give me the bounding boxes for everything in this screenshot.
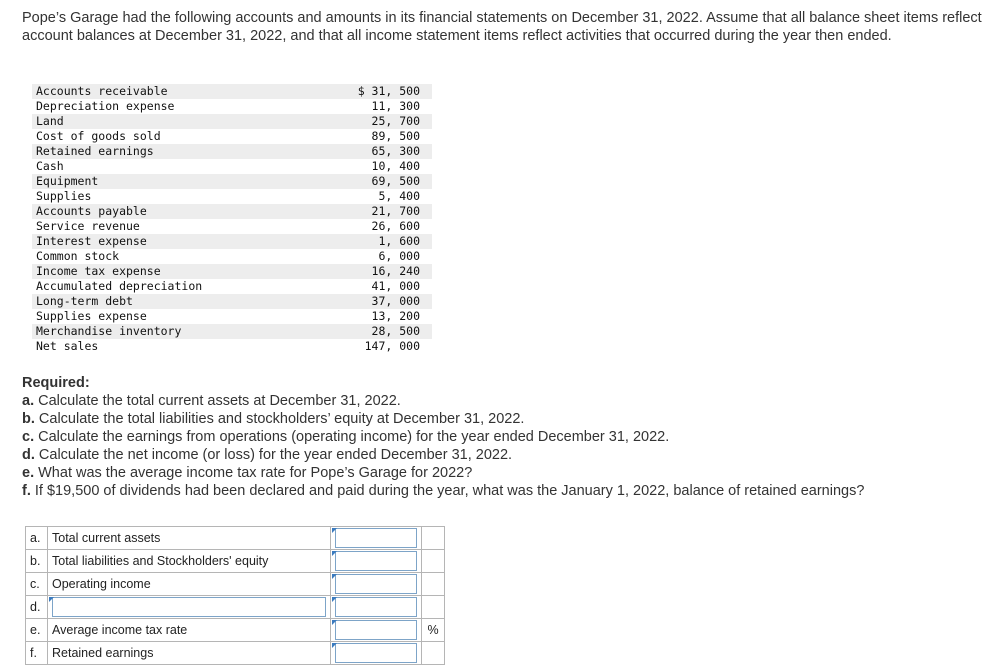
answer-unit — [422, 550, 445, 573]
required-text: If $19,500 of dividends had been declared and paid during the year, what was the January 1, 2022, balance of retained earnings? — [34, 483, 865, 499]
answer-row-a — [26, 527, 445, 550]
table-row — [32, 159, 432, 174]
table-row — [32, 234, 432, 249]
answer-label-cell — [48, 596, 331, 619]
table-row — [32, 204, 432, 219]
answer-letter: c. — [26, 573, 48, 596]
account-amount: 25, 700 — [308, 114, 432, 129]
required-item-b — [22, 410, 982, 428]
required-letter: e. — [22, 465, 35, 481]
table-row — [32, 279, 432, 294]
required-title: Required: — [22, 375, 90, 391]
answer-label: Operating income — [48, 573, 331, 596]
account-amount: 89, 500 — [371, 129, 420, 143]
flag-icon — [332, 574, 337, 579]
answer-row-f — [26, 642, 445, 665]
account-name: Land — [32, 114, 308, 129]
account-amount: 6, 000 — [378, 249, 420, 263]
account-name: Accumulated depreciation — [36, 279, 203, 293]
account-amount: $ 31, 500 — [308, 84, 432, 99]
problem-intro: Pope’s Garage had the following accounts and amounts in its financial statements on December 31, 2022. Assume that all balance sheet items reflect account balances at December 31, 2022, and that all income statement items reflect activities that occurred during the year then ended. — [22, 10, 982, 44]
answer-cell — [331, 619, 422, 642]
answer-row-c — [26, 573, 445, 596]
table-row — [32, 144, 432, 159]
table-row — [32, 219, 432, 234]
answer-letter: f. — [26, 642, 48, 665]
answer-label: Total liabilities and Stockholders' equity — [48, 550, 331, 573]
account-name: Depreciation expense — [36, 99, 175, 113]
account-name: Accounts payable — [32, 204, 308, 219]
account-name: Income tax expense — [32, 264, 308, 279]
answer-label: Average income tax rate — [48, 619, 331, 642]
required-text: Calculate the total current assets at December 31, 2022. — [38, 393, 401, 409]
table-row — [32, 294, 432, 309]
retained-earnings-input[interactable] — [335, 643, 417, 663]
account-name: Retained earnings — [32, 144, 308, 159]
answer-unit — [422, 573, 445, 596]
total-liabilities-equity-input[interactable] — [335, 551, 417, 571]
net-income-label-input[interactable] — [52, 597, 326, 617]
account-amount: 65, 300 — [308, 144, 432, 159]
account-amount: 10, 400 — [371, 159, 420, 173]
answer-cell — [331, 642, 422, 665]
required-text: What was the average income tax rate for Pope’s Garage for 2022? — [38, 465, 473, 481]
account-amount: 28, 500 — [308, 324, 432, 339]
required-letter: a. — [22, 393, 35, 409]
account-amount: 11, 300 — [371, 99, 420, 113]
account-name: Net sales — [36, 339, 99, 353]
flag-icon — [332, 528, 337, 533]
answer-unit — [422, 527, 445, 550]
account-amount: 21, 700 — [308, 204, 432, 219]
answer-cell — [331, 596, 422, 619]
account-name: Cost of goods sold — [36, 129, 161, 143]
required-text: Calculate the total liabilities and stockholders’ equity at December 31, 2022. — [38, 411, 525, 427]
answer-unit — [422, 596, 445, 619]
table-row — [32, 129, 432, 144]
flag-icon — [332, 643, 337, 648]
account-name: Long-term debt — [32, 294, 308, 309]
flag-icon — [49, 597, 54, 602]
table-row — [32, 249, 432, 264]
account-name: Interest expense — [32, 234, 308, 249]
table-row — [32, 84, 432, 99]
answer-letter: a. — [26, 527, 48, 550]
account-name: Supplies — [36, 189, 92, 203]
answer-letter: d. — [26, 596, 48, 619]
answer-unit: % — [422, 619, 445, 642]
account-amount: 5, 400 — [378, 189, 420, 203]
required-letter: c. — [22, 429, 35, 445]
answer-row-e — [26, 619, 445, 642]
required-item-f — [22, 482, 982, 500]
answer-cell — [331, 573, 422, 596]
table-row — [32, 339, 432, 354]
table-row — [32, 264, 432, 279]
account-amount: 37, 000 — [308, 294, 432, 309]
table-row — [32, 174, 432, 189]
required-text: Calculate the earnings from operations (operating income) for the year ended December 31, 2022. — [38, 429, 670, 445]
table-row — [32, 324, 432, 339]
accounts-table — [32, 84, 432, 354]
net-income-input[interactable] — [335, 597, 417, 617]
flag-icon — [332, 551, 337, 556]
answer-label: Total current assets — [48, 527, 331, 550]
required-item-a — [22, 392, 982, 410]
answer-row-d — [26, 596, 445, 619]
required-letter: f. — [22, 483, 31, 499]
account-name: Merchandise inventory — [32, 324, 308, 339]
account-name: Common stock — [36, 249, 120, 263]
account-name: Supplies expense — [36, 309, 147, 323]
account-amount: 1, 600 — [308, 234, 432, 249]
answer-label: Retained earnings — [48, 642, 331, 665]
average-tax-rate-input[interactable] — [335, 620, 417, 640]
account-amount: 26, 600 — [371, 219, 420, 233]
required-item-e — [22, 464, 982, 482]
flag-icon — [332, 597, 337, 602]
account-name: Accounts receivable — [32, 84, 308, 99]
flag-icon — [332, 620, 337, 625]
answer-letter: e. — [26, 619, 48, 642]
table-row — [32, 114, 432, 129]
required-section — [22, 374, 982, 500]
account-amount: 13, 200 — [371, 309, 420, 323]
answer-unit — [422, 642, 445, 665]
table-row — [32, 99, 432, 114]
required-letter: d. — [22, 447, 35, 463]
total-current-assets-input[interactable] — [335, 528, 417, 548]
answer-row-b — [26, 550, 445, 573]
table-row — [32, 309, 432, 324]
account-name: Cash — [36, 159, 64, 173]
account-amount: 41, 000 — [371, 279, 420, 293]
required-text: Calculate the net income (or loss) for the year ended December 31, 2022. — [38, 447, 513, 463]
answer-table — [25, 526, 445, 665]
answer-cell — [331, 550, 422, 573]
account-name: Service revenue — [36, 219, 140, 233]
required-item-d — [22, 446, 982, 464]
answer-letter: b. — [26, 550, 48, 573]
account-amount: 147, 000 — [364, 339, 420, 353]
answer-cell — [331, 527, 422, 550]
required-item-c — [22, 428, 982, 446]
account-amount: 16, 240 — [308, 264, 432, 279]
operating-income-input[interactable] — [335, 574, 417, 594]
required-letter: b. — [22, 411, 35, 427]
account-amount: 69, 500 — [308, 174, 432, 189]
account-name: Equipment — [32, 174, 308, 189]
table-row — [32, 189, 432, 204]
